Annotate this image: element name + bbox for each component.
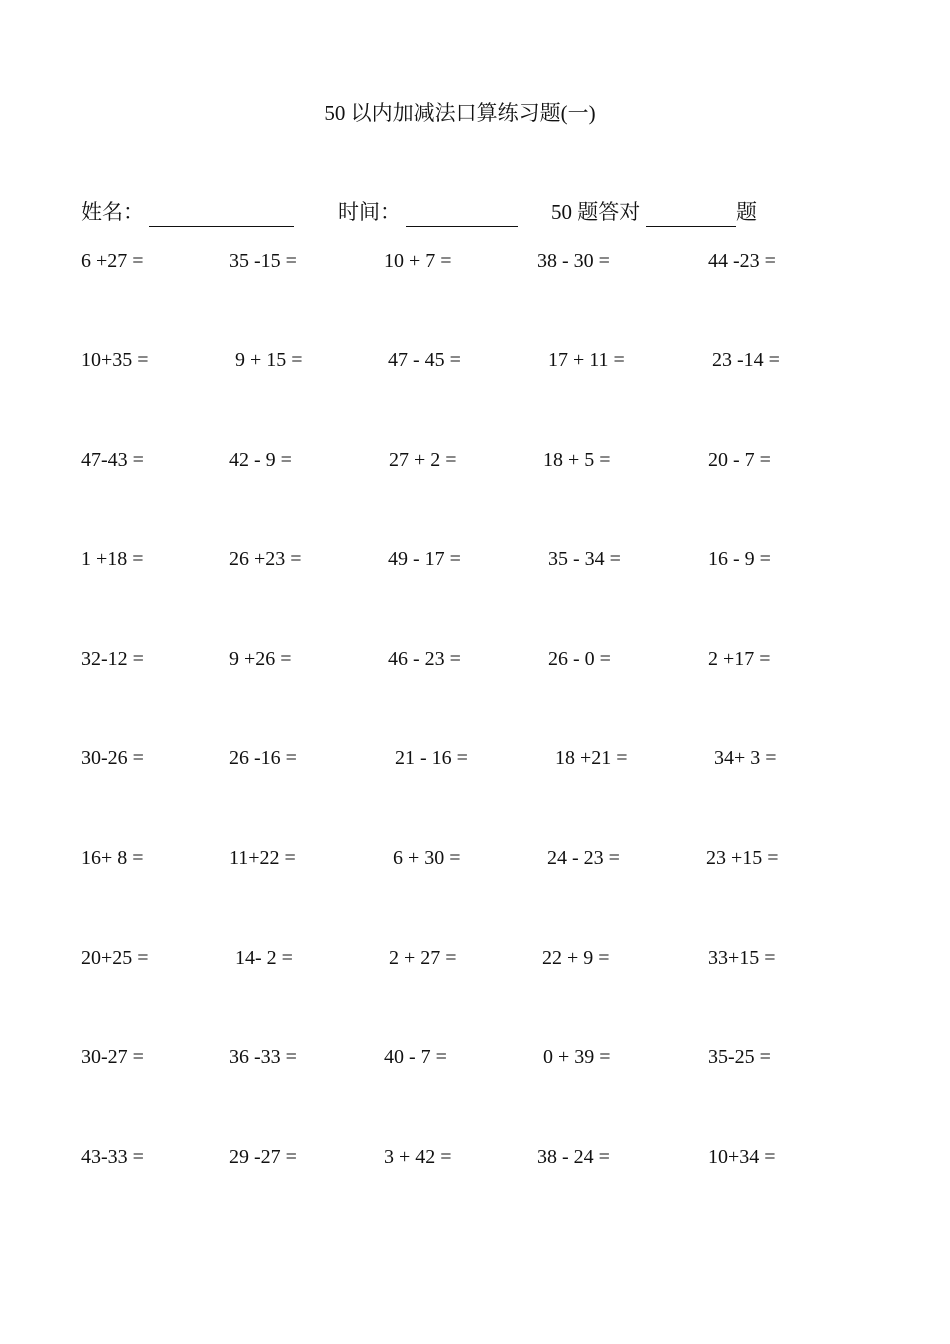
problem-r5-c2: 9 +26 =	[229, 648, 292, 670]
problem-r6-c5: 34+ 3 =	[714, 747, 777, 769]
problem-r1-c3: 10 + 7 =	[384, 250, 452, 272]
problem-r9-c5: 35-25 =	[708, 1046, 771, 1068]
problem-r5-c5: 2 +17 =	[708, 648, 771, 670]
problem-r1-c2: 35 -15 =	[229, 250, 297, 272]
problem-r10-c2: 29 -27 =	[229, 1146, 297, 1168]
problem-r5-c3: 46 - 23 =	[388, 648, 461, 670]
problem-r10-c1: 43-33 =	[81, 1146, 144, 1168]
problem-r4-c1: 1 +18 =	[81, 548, 144, 570]
problem-r2-c3: 47 - 45 =	[388, 349, 461, 371]
student-info-row	[0, 196, 950, 230]
problem-r1-c1: 6 +27 =	[81, 250, 144, 272]
worksheet-title: 50 以内加减法口算练习题(一)	[324, 101, 596, 125]
problem-r4-c5: 16 - 9 =	[708, 548, 771, 570]
time-blank[interactable]	[406, 226, 518, 227]
problem-r4-c2: 26 +23 =	[229, 548, 302, 570]
problem-r8-c1: 20+25 =	[81, 947, 149, 969]
problem-r6-c2: 26 -16 =	[229, 747, 297, 769]
score-label: 50 题答对	[551, 200, 641, 224]
problem-r8-c5: 33+15 =	[708, 947, 776, 969]
problem-r9-c1: 30-27 =	[81, 1046, 144, 1068]
problem-r10-c3: 3 + 42 =	[384, 1146, 452, 1168]
problem-r2-c1: 10+35 =	[81, 349, 149, 371]
name-label: 姓名：	[81, 200, 144, 224]
problem-r5-c1: 32-12 =	[81, 648, 144, 670]
problem-r3-c5: 20 - 7 =	[708, 449, 771, 471]
problem-r7-c3: 6 + 30 =	[393, 847, 461, 869]
problem-r3-c4: 18 + 5 =	[543, 449, 611, 471]
problem-r6-c3: 21 - 16 =	[395, 747, 468, 769]
problem-r4-c4: 35 - 34 =	[548, 548, 621, 570]
problem-r1-c4: 38 - 30 =	[537, 250, 610, 272]
problem-r7-c4: 24 - 23 =	[547, 847, 620, 869]
problem-r2-c5: 23 -14 =	[712, 349, 780, 371]
problem-r9-c2: 36 -33 =	[229, 1046, 297, 1068]
name-blank[interactable]	[149, 226, 294, 227]
problem-r7-c1: 16+ 8 =	[81, 847, 144, 869]
problem-r2-c2: 9 + 15 =	[235, 349, 303, 371]
problem-r9-c3: 40 - 7 =	[384, 1046, 447, 1068]
problem-r10-c4: 38 - 24 =	[537, 1146, 610, 1168]
problem-r3-c1: 47-43 =	[81, 449, 144, 471]
score-blank[interactable]	[646, 226, 736, 227]
problem-r9-c4: 0 + 39 =	[543, 1046, 611, 1068]
problem-r7-c2: 11+22 =	[229, 847, 296, 869]
time-label: 时间：	[338, 200, 401, 224]
problem-r10-c5: 10+34 =	[708, 1146, 776, 1168]
problem-r8-c4: 22 + 9 =	[542, 947, 610, 969]
problem-r8-c3: 2 + 27 =	[389, 947, 457, 969]
problem-r3-c3: 27 + 2 =	[389, 449, 457, 471]
problem-r4-c3: 49 - 17 =	[388, 548, 461, 570]
problem-r5-c4: 26 - 0 =	[548, 648, 611, 670]
problem-r1-c5: 44 -23 =	[708, 250, 776, 272]
problem-r7-c5: 23 +15 =	[706, 847, 779, 869]
problem-r8-c2: 14- 2 =	[235, 947, 293, 969]
score-suffix: 题	[736, 200, 757, 224]
problem-r6-c1: 30-26 =	[81, 747, 144, 769]
problem-r2-c4: 17 + 11 =	[548, 349, 625, 371]
problem-r3-c2: 42 - 9 =	[229, 449, 292, 471]
problem-r6-c4: 18 +21 =	[555, 747, 628, 769]
